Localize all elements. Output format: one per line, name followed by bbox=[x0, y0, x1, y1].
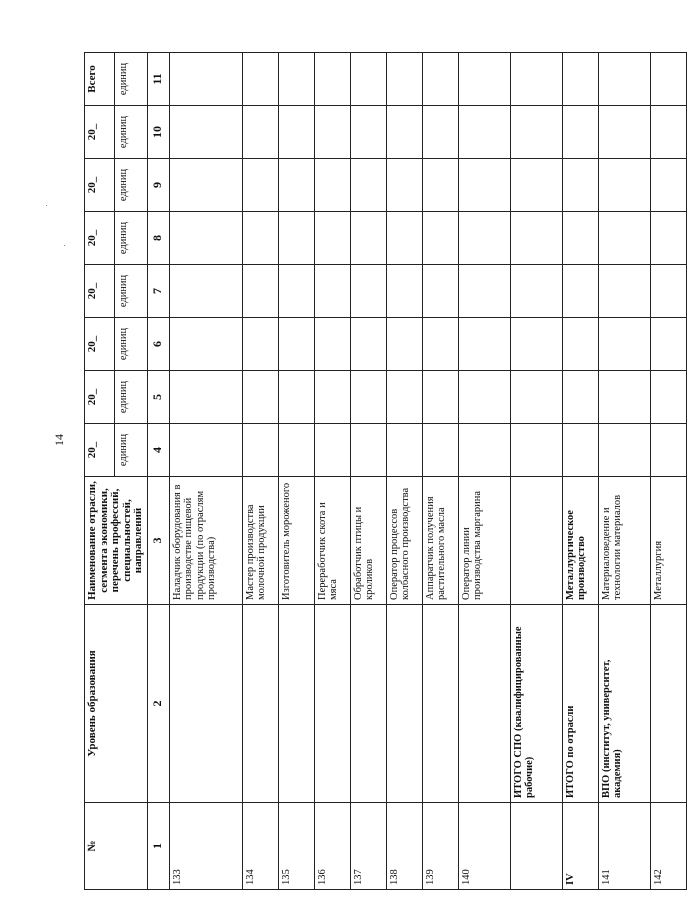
table-row bbox=[169, 53, 242, 890]
row-number: 141 bbox=[598, 803, 650, 890]
scan-speck bbox=[46, 205, 47, 206]
row-name: Металлургическое производство bbox=[562, 477, 598, 605]
table-row bbox=[598, 53, 650, 890]
row-level: ИТОГО СПО (квалифицированные рабочие) bbox=[510, 605, 562, 803]
row-level bbox=[350, 605, 386, 803]
row-name: Металлургия bbox=[650, 477, 686, 605]
row-level bbox=[278, 605, 314, 803]
rotated-table-wrapper bbox=[84, 55, 664, 890]
header-row bbox=[85, 53, 115, 890]
header-level: Уровень образования bbox=[85, 605, 148, 803]
unit-label: единиц bbox=[115, 159, 148, 212]
table-row bbox=[458, 53, 510, 890]
row-level: ИТОГО по отрасли bbox=[562, 605, 598, 803]
header-year: 20_ bbox=[85, 159, 115, 212]
column-number: 11 bbox=[147, 53, 169, 106]
row-name: Обработчик птицы и кроликов bbox=[350, 477, 386, 605]
programs-table bbox=[84, 52, 687, 890]
row-number: 137 bbox=[350, 803, 386, 890]
table-row bbox=[350, 53, 386, 890]
row-number: 134 bbox=[242, 803, 278, 890]
row-number: 140 bbox=[458, 803, 510, 890]
header-year: 20_ bbox=[85, 371, 115, 424]
column-number: 6 bbox=[147, 318, 169, 371]
unit-label: единиц bbox=[115, 371, 148, 424]
column-number: 7 bbox=[147, 265, 169, 318]
scan-speck bbox=[64, 245, 65, 246]
header-year: 20_ bbox=[85, 318, 115, 371]
table-row bbox=[422, 53, 458, 890]
header-num: № bbox=[85, 803, 148, 890]
row-number: IV bbox=[562, 803, 598, 890]
row-name bbox=[510, 477, 562, 605]
unit-label: единиц bbox=[115, 265, 148, 318]
row-level bbox=[386, 605, 422, 803]
row-level bbox=[458, 605, 510, 803]
column-number: 3 bbox=[147, 477, 169, 605]
unit-label: единиц bbox=[115, 106, 148, 159]
row-name: Переработчик скота и мяса bbox=[314, 477, 350, 605]
row-name: Мастер производства молочной продукции bbox=[242, 477, 278, 605]
header-total: Всего bbox=[85, 53, 115, 106]
row-name: Материаловедение и технологии материалов bbox=[598, 477, 650, 605]
row-number bbox=[510, 803, 562, 890]
row-level bbox=[650, 605, 686, 803]
table-row bbox=[650, 53, 686, 890]
unit-label: единиц bbox=[115, 212, 148, 265]
column-number: 1 bbox=[147, 803, 169, 890]
unit-label: единиц bbox=[115, 318, 148, 371]
row-name: Оператор линии производства маргарина bbox=[458, 477, 510, 605]
column-number-row bbox=[147, 53, 169, 890]
row-level: ВПО (институт, университет, академия) bbox=[598, 605, 650, 803]
row-number: 138 bbox=[386, 803, 422, 890]
unit-label: единиц bbox=[115, 53, 148, 106]
unit-label: единиц bbox=[115, 424, 148, 477]
row-name: Изготовитель мороженого bbox=[278, 477, 314, 605]
table-row bbox=[314, 53, 350, 890]
row-number: 136 bbox=[314, 803, 350, 890]
column-number: 8 bbox=[147, 212, 169, 265]
row-number: 139 bbox=[422, 803, 458, 890]
table-row bbox=[386, 53, 422, 890]
row-level bbox=[314, 605, 350, 803]
column-number: 4 bbox=[147, 424, 169, 477]
header-name: Наименование отрасли, сегмента экономики, перечень профессий, специальностей, направлений bbox=[85, 477, 148, 605]
row-number: 133 bbox=[169, 803, 242, 890]
row-level bbox=[169, 605, 242, 803]
row-number: 135 bbox=[278, 803, 314, 890]
row-level bbox=[242, 605, 278, 803]
table-row bbox=[278, 53, 314, 890]
column-number: 5 bbox=[147, 371, 169, 424]
header-year: 20_ bbox=[85, 265, 115, 318]
page-number: 14 bbox=[52, 434, 66, 446]
column-number: 2 bbox=[147, 605, 169, 803]
header-year: 20_ bbox=[85, 424, 115, 477]
row-name: Наладчик оборудования в производстве пищевой продукции (по отраслям производства) bbox=[169, 477, 242, 605]
row-name: Аппаратчик получения растительного масла bbox=[422, 477, 458, 605]
row-level bbox=[422, 605, 458, 803]
column-number: 10 bbox=[147, 106, 169, 159]
table-row-total bbox=[510, 53, 562, 890]
table-row-section bbox=[562, 53, 598, 890]
table-row bbox=[242, 53, 278, 890]
header-year: 20_ bbox=[85, 106, 115, 159]
column-number: 9 bbox=[147, 159, 169, 212]
header-year: 20_ bbox=[85, 212, 115, 265]
row-name: Оператор процессов колбасного производства bbox=[386, 477, 422, 605]
row-number: 142 bbox=[650, 803, 686, 890]
